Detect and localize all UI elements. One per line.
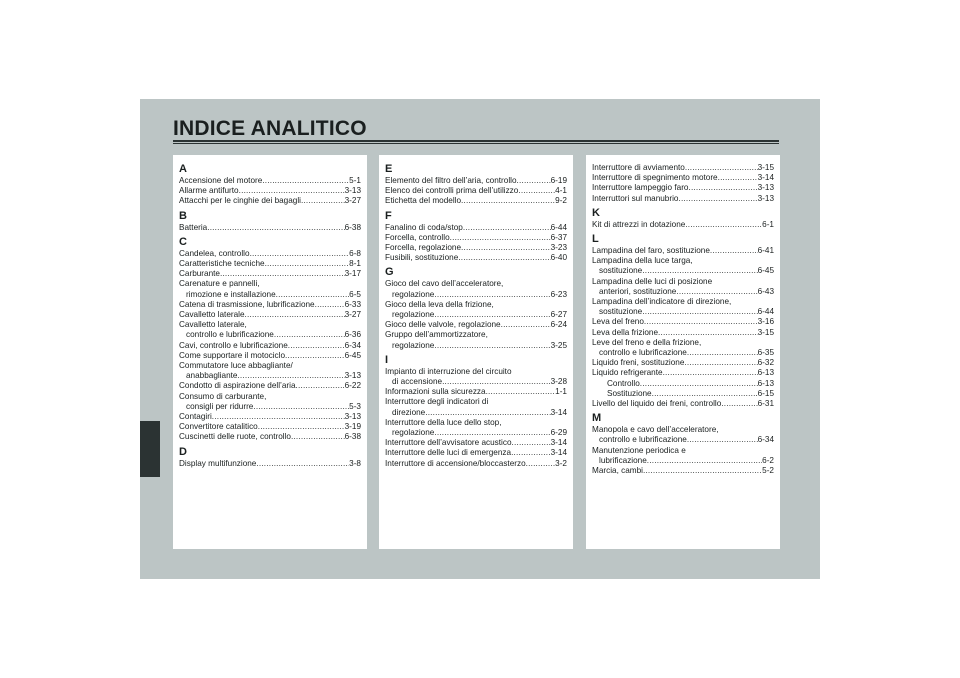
index-page-ref: 3-13 bbox=[757, 193, 774, 203]
dot-leader bbox=[434, 310, 550, 320]
index-entry-text: anteriori, sostituzione bbox=[599, 286, 677, 296]
index-entry bbox=[592, 435, 774, 445]
dot-leader bbox=[658, 328, 758, 338]
index-entry bbox=[592, 173, 774, 183]
index-page-ref: 3-25 bbox=[550, 340, 567, 350]
index-entry bbox=[179, 269, 361, 279]
index-entry-text: Carenature e pannelli, bbox=[179, 279, 260, 289]
index-letter-heading: A bbox=[179, 163, 187, 175]
index-entry-text: Gruppo dell’ammortizzatore, bbox=[385, 330, 488, 340]
dot-leader bbox=[245, 310, 345, 320]
index-page-ref: 6-13 bbox=[757, 368, 774, 378]
index-entry bbox=[592, 297, 774, 307]
index-entry-text: consigli per ridurre bbox=[186, 401, 254, 411]
index-entry bbox=[385, 196, 567, 206]
index-entry bbox=[385, 377, 567, 387]
index-entry bbox=[179, 432, 361, 442]
dot-leader bbox=[685, 220, 762, 230]
index-entry-text: Interruttore di avviamento bbox=[592, 163, 685, 172]
index-entry bbox=[592, 368, 774, 378]
index-page-ref: 6-19 bbox=[550, 176, 567, 185]
index-entry-text: Interruttore della luce dello stop, bbox=[385, 417, 502, 427]
dot-leader bbox=[256, 459, 349, 469]
index-page-ref: 5-3 bbox=[349, 401, 361, 411]
index-entry-text: Leva del freno bbox=[592, 317, 644, 327]
dot-leader bbox=[458, 253, 550, 263]
index-page-ref: 9-2 bbox=[555, 196, 567, 206]
dot-leader bbox=[518, 186, 555, 196]
dot-leader bbox=[652, 389, 758, 399]
title-rule bbox=[173, 140, 779, 142]
dot-leader bbox=[647, 456, 762, 466]
index-entry bbox=[179, 330, 361, 340]
dot-leader bbox=[425, 408, 550, 418]
dot-leader bbox=[301, 196, 345, 206]
index-page-ref: 3-14 bbox=[757, 173, 774, 183]
dot-leader bbox=[501, 320, 551, 330]
index-entry bbox=[592, 379, 774, 389]
dot-leader bbox=[463, 223, 551, 233]
index-entry-text: regolazione bbox=[392, 310, 435, 320]
dot-leader bbox=[687, 348, 758, 358]
index-page-ref: 6-23 bbox=[550, 289, 567, 299]
index-entry-text: Accensione del motore bbox=[179, 176, 263, 185]
index-entry-text: Fanalino di coda/stop bbox=[385, 222, 463, 232]
dot-leader bbox=[237, 371, 344, 381]
index-page-ref: 6-31 bbox=[757, 399, 774, 409]
index-entry-text: controllo e lubrificazione bbox=[599, 435, 687, 445]
index-entry-text: Elemento del filtro dell’aria, controllo bbox=[385, 176, 517, 185]
dot-leader bbox=[296, 381, 345, 391]
index-page-ref: 4-1 bbox=[555, 186, 567, 196]
dot-leader bbox=[663, 368, 758, 378]
index-entry-text: regolazione bbox=[392, 340, 435, 350]
index-entry bbox=[592, 246, 774, 256]
dot-leader bbox=[640, 379, 758, 389]
index-entry bbox=[385, 330, 567, 340]
index-entry bbox=[179, 290, 361, 300]
dot-leader bbox=[684, 358, 757, 368]
index-entry-text: Informazioni sulla sicurezza bbox=[385, 387, 486, 397]
index-entry-text: Candelea, controllo bbox=[179, 248, 250, 258]
index-entry-text: Commutatore luce abbagliante/ bbox=[179, 361, 293, 371]
index-entry-text: Consumo di carburante, bbox=[179, 391, 267, 401]
index-entry-text: Condotto di aspirazione dell’aria bbox=[179, 381, 296, 391]
index-page-ref: 8-1 bbox=[349, 259, 361, 269]
dot-leader bbox=[434, 290, 550, 300]
dot-leader bbox=[285, 351, 345, 361]
index-entry bbox=[592, 194, 774, 204]
index-page-ref: 5-1 bbox=[349, 176, 361, 185]
index-entry-text: Batteria bbox=[179, 222, 208, 232]
index-page-ref: 6-5 bbox=[349, 289, 361, 299]
index-entry bbox=[179, 459, 361, 469]
index-page-ref: 3-27 bbox=[344, 196, 361, 206]
dot-leader bbox=[207, 223, 344, 233]
index-entry-text: Carburante bbox=[179, 269, 220, 279]
index-entry-text: Manopola e cavo dell’acceleratore, bbox=[592, 425, 719, 435]
dot-leader bbox=[688, 183, 757, 193]
index-page-ref: 3-14 bbox=[550, 407, 567, 417]
index-entry-text: Leve del freno e della frizione, bbox=[592, 337, 702, 347]
dot-leader bbox=[220, 269, 345, 279]
index-entry bbox=[385, 418, 567, 428]
index-page-ref: 6-15 bbox=[757, 388, 774, 398]
index-page-ref: 3-27 bbox=[344, 310, 361, 320]
index-entry bbox=[179, 223, 361, 233]
index-page-ref: 3-23 bbox=[550, 243, 567, 253]
index-entry-text: Interruttore di spegnimento motore bbox=[592, 173, 718, 183]
index-entry bbox=[385, 320, 567, 330]
index-page-ref: 6-27 bbox=[550, 310, 567, 320]
index-entry bbox=[592, 220, 774, 230]
index-page-ref: 3-13 bbox=[757, 183, 774, 193]
dot-leader bbox=[676, 287, 757, 297]
index-entry-text: Forcella, regolazione bbox=[385, 243, 462, 253]
dot-leader bbox=[239, 186, 345, 196]
index-entry bbox=[385, 459, 567, 469]
index-entry-text: Display multifunzione bbox=[179, 458, 257, 468]
index-letter-heading: F bbox=[385, 209, 392, 222]
index-page-ref: 3-8 bbox=[349, 458, 361, 468]
dot-leader bbox=[643, 466, 762, 476]
dot-leader bbox=[517, 176, 551, 186]
dot-leader bbox=[262, 176, 349, 186]
title-rule-thin bbox=[173, 143, 779, 144]
index-entry bbox=[592, 307, 774, 317]
index-entry bbox=[592, 183, 774, 193]
dot-leader bbox=[291, 432, 345, 442]
index-entry bbox=[592, 266, 774, 276]
dot-leader bbox=[461, 243, 551, 253]
index-letter-heading: K bbox=[592, 206, 600, 219]
index-page-ref: 6-44 bbox=[757, 307, 774, 317]
dot-leader bbox=[642, 307, 757, 317]
index-entry-text: regolazione bbox=[392, 428, 435, 438]
index-entry-text: Forcella, controllo bbox=[385, 232, 450, 242]
dot-leader bbox=[258, 422, 345, 432]
index-entry-text: Etichetta del modello bbox=[385, 196, 462, 206]
index-page-ref: 6-34 bbox=[344, 340, 361, 350]
index-page-ref: 6-45 bbox=[344, 350, 361, 360]
index-entry-text: direzione bbox=[392, 407, 426, 417]
dot-leader bbox=[434, 428, 550, 438]
dot-leader bbox=[511, 448, 551, 458]
index-entry-text: Allarme antifurto bbox=[179, 186, 239, 196]
index-entry bbox=[592, 338, 774, 348]
index-page-ref: 6-2 bbox=[762, 455, 774, 465]
index-entry-text: Caratteristiche tecniche bbox=[179, 259, 265, 269]
index-entry-text: Lampadina dell’indicatore di direzione, bbox=[592, 297, 732, 307]
index-letter-heading: M bbox=[592, 412, 602, 425]
dot-leader bbox=[642, 266, 757, 276]
index-entry bbox=[179, 371, 361, 381]
dot-leader bbox=[526, 459, 556, 469]
index-entry bbox=[179, 176, 361, 186]
index-page-ref: 6-44 bbox=[550, 222, 567, 232]
index-entry bbox=[592, 399, 774, 409]
index-entry bbox=[385, 438, 567, 448]
index-entry bbox=[179, 392, 361, 402]
dot-leader bbox=[687, 435, 758, 445]
index-entry bbox=[592, 163, 774, 173]
index-column-1 bbox=[173, 155, 367, 549]
index-entry bbox=[179, 279, 361, 289]
index-entry-text: Sostituzione bbox=[607, 388, 652, 398]
index-entry bbox=[179, 381, 361, 391]
index-entry bbox=[179, 351, 361, 361]
index-entry bbox=[385, 428, 567, 438]
dot-leader bbox=[718, 173, 758, 183]
index-page-ref: 5-2 bbox=[762, 466, 774, 476]
dot-leader bbox=[685, 163, 758, 173]
index-entry-text: Leva della frizione bbox=[592, 327, 658, 337]
index-page-ref: 6-1 bbox=[762, 219, 774, 229]
index-entry bbox=[179, 196, 361, 206]
index-entry-text: Controllo bbox=[607, 378, 640, 388]
index-entry bbox=[385, 397, 567, 407]
index-page-ref: 6-35 bbox=[757, 348, 774, 358]
index-entry bbox=[385, 408, 567, 418]
index-page-ref: 3-2 bbox=[555, 458, 567, 468]
index-page-ref: 3-17 bbox=[344, 269, 361, 279]
index-letter-heading: L bbox=[592, 233, 599, 246]
index-page-ref: 6-22 bbox=[344, 381, 361, 391]
index-letter-heading: I bbox=[385, 353, 389, 366]
index-page-ref: 6-40 bbox=[550, 253, 567, 263]
index-entry-text: Marcia, cambi bbox=[592, 466, 643, 476]
index-page-ref: 3-14 bbox=[550, 438, 567, 448]
index-entry bbox=[592, 446, 774, 456]
index-entry-text: Interruttori sul manubrio bbox=[592, 193, 679, 203]
index-page-ref: 6-33 bbox=[344, 299, 361, 309]
index-entry-text: sostituzione bbox=[599, 307, 643, 317]
index-entry bbox=[385, 290, 567, 300]
index-entry-text: Manutenzione periodica e bbox=[592, 445, 686, 455]
index-entry bbox=[179, 186, 361, 196]
dot-leader bbox=[315, 300, 345, 310]
index-entry bbox=[385, 176, 567, 186]
index-entry bbox=[179, 249, 361, 259]
index-entry-text: Come supportare il motociclo bbox=[179, 350, 286, 360]
index-entry bbox=[385, 243, 567, 253]
index-entry bbox=[592, 466, 774, 476]
index-entry bbox=[592, 425, 774, 435]
index-entry bbox=[385, 448, 567, 458]
index-entry-text: Elenco dei controlli prima dell’utilizzo bbox=[385, 186, 519, 196]
index-entry-text: Gioco delle valvole, regolazione bbox=[385, 320, 501, 330]
dot-leader bbox=[434, 341, 550, 351]
index-entry bbox=[592, 317, 774, 327]
index-entry bbox=[385, 341, 567, 351]
dot-leader bbox=[710, 246, 758, 256]
index-entry bbox=[385, 253, 567, 263]
index-entry-text: Cuscinetti delle ruote, controllo bbox=[179, 432, 291, 442]
index-entry-text: Catena di trasmissione, lubrificazione bbox=[179, 299, 315, 309]
index-letter-heading: B bbox=[179, 209, 187, 222]
index-page-ref: 6-38 bbox=[344, 222, 361, 232]
dot-leader bbox=[461, 196, 555, 206]
index-column-3 bbox=[586, 155, 780, 549]
index-entry-text: Lampadina delle luci di posizione bbox=[592, 276, 713, 286]
index-entry bbox=[179, 341, 361, 351]
dot-leader bbox=[678, 194, 757, 204]
index-entry bbox=[179, 320, 361, 330]
dot-leader bbox=[450, 233, 551, 243]
index-page-ref: 6-8 bbox=[349, 248, 361, 258]
index-entry bbox=[385, 279, 567, 289]
dot-leader bbox=[265, 259, 350, 269]
dot-leader bbox=[442, 377, 551, 387]
index-page-ref: 3-15 bbox=[757, 163, 774, 172]
index-entry bbox=[592, 358, 774, 368]
index-entry-text: Convertitore catalitico bbox=[179, 422, 258, 432]
index-entry-text: Contagiri bbox=[179, 412, 212, 422]
index-entry-text: Impianto di interruzione del circuito bbox=[385, 366, 512, 376]
dot-leader bbox=[288, 341, 345, 351]
dot-leader bbox=[644, 317, 758, 327]
index-entry-text: Fusibili, sostituzione bbox=[385, 253, 459, 263]
index-page-ref: 6-41 bbox=[757, 246, 774, 256]
index-entry bbox=[179, 422, 361, 432]
index-page-ref: 6-34 bbox=[757, 435, 774, 445]
dot-leader bbox=[721, 399, 757, 409]
index-page-ref: 3-14 bbox=[550, 448, 567, 458]
index-entry bbox=[179, 412, 361, 422]
index-entry bbox=[385, 223, 567, 233]
index-page-ref: 6-43 bbox=[757, 286, 774, 296]
index-entry-text: Attacchi per le cinghie dei bagagli bbox=[179, 196, 301, 206]
index-page-ref: 3-16 bbox=[757, 317, 774, 327]
index-entry bbox=[592, 287, 774, 297]
index-entry bbox=[385, 310, 567, 320]
dot-leader bbox=[274, 330, 345, 340]
index-page-ref: 6-29 bbox=[550, 428, 567, 438]
index-column-2 bbox=[379, 155, 573, 549]
index-page-ref: 1-1 bbox=[555, 387, 567, 397]
index-entry bbox=[385, 300, 567, 310]
index-entry-text: rimozione e installazione bbox=[186, 289, 276, 299]
index-entry bbox=[385, 186, 567, 196]
index-entry-text: Lampadina della luce targa, bbox=[592, 256, 693, 266]
index-letter-heading: E bbox=[385, 163, 393, 175]
index-entry-text: Interruttore di accensione/bloccasterzo bbox=[385, 458, 526, 468]
index-entry bbox=[592, 328, 774, 338]
index-entry bbox=[592, 456, 774, 466]
index-entry-text: lubrificazione bbox=[599, 455, 647, 465]
index-page-ref: 3-13 bbox=[344, 186, 361, 196]
index-entry-text: Cavi, controllo e lubrificazione bbox=[179, 340, 288, 350]
index-entry bbox=[179, 361, 361, 371]
index-page-ref: 3-19 bbox=[344, 422, 361, 432]
index-page-ref: 6-38 bbox=[344, 432, 361, 442]
index-page-ref: 6-24 bbox=[550, 320, 567, 330]
dot-leader bbox=[253, 402, 349, 412]
index-letter-heading: D bbox=[179, 445, 187, 458]
index-entry-text: anabbagliante bbox=[186, 371, 238, 381]
index-entry-text: Cavalletto laterale bbox=[179, 310, 245, 320]
index-entry bbox=[179, 402, 361, 412]
index-entry bbox=[179, 310, 361, 320]
index-entry-text: Liquido refrigerante bbox=[592, 368, 663, 378]
index-page-ref: 3-15 bbox=[757, 327, 774, 337]
index-entry bbox=[592, 277, 774, 287]
index-letter-heading: C bbox=[179, 235, 187, 248]
index-entry bbox=[385, 387, 567, 397]
index-entry-text: regolazione bbox=[392, 289, 435, 299]
index-entry bbox=[592, 256, 774, 266]
index-entry-text: Gioco della leva della frizione, bbox=[385, 299, 494, 309]
index-page-ref: 6-13 bbox=[757, 378, 774, 388]
index-entry-text: di accensione bbox=[392, 377, 443, 387]
index-letter-heading: G bbox=[385, 266, 394, 279]
index-entry-text: Lampadina del faro, sostituzione bbox=[592, 246, 710, 256]
index-page-ref: 6-37 bbox=[550, 232, 567, 242]
index-page-ref: 3-13 bbox=[344, 371, 361, 381]
section-tab-marker bbox=[140, 421, 160, 477]
index-entry bbox=[592, 348, 774, 358]
index-page-ref: 6-45 bbox=[757, 266, 774, 276]
dot-leader bbox=[512, 438, 551, 448]
index-entry-text: Livello del liquido dei freni, controllo bbox=[592, 399, 722, 409]
index-entry-text: Interruttore degli indicatori di bbox=[385, 397, 489, 407]
index-entry-text: Interruttore dell’avvisatore acustico bbox=[385, 438, 512, 448]
index-page-ref: 3-28 bbox=[550, 377, 567, 387]
dot-leader bbox=[212, 412, 345, 422]
dot-leader bbox=[250, 249, 350, 259]
index-page-ref: 6-36 bbox=[344, 330, 361, 340]
index-entry-text: Cavalletto laterale, bbox=[179, 320, 247, 330]
index-entry-text: controllo e lubrificazione bbox=[186, 330, 274, 340]
index-entry-text: controllo e lubrificazione bbox=[599, 348, 687, 358]
index-entry bbox=[179, 259, 361, 269]
dot-leader bbox=[486, 387, 556, 397]
index-entry bbox=[592, 389, 774, 399]
index-entry-text: sostituzione bbox=[599, 266, 643, 276]
page-title: INDICE ANALITICO bbox=[173, 117, 367, 140]
index-entry-text: Kit di attrezzi in dotazione bbox=[592, 219, 686, 229]
index-entry-text: Gioco del cavo dell’acceleratore, bbox=[385, 279, 504, 289]
index-entry-text: Interruttore delle luci di emergenza bbox=[385, 448, 512, 458]
dot-leader bbox=[276, 290, 350, 300]
index-entry bbox=[385, 367, 567, 377]
index-entry bbox=[385, 233, 567, 243]
index-entry-text: Interruttore lampeggio faro bbox=[592, 183, 689, 193]
index-page-ref: 6-32 bbox=[757, 358, 774, 368]
index-entry-text: Liquido freni, sostituzione bbox=[592, 358, 685, 368]
index-entry bbox=[179, 300, 361, 310]
index-page-ref: 3-13 bbox=[344, 412, 361, 422]
